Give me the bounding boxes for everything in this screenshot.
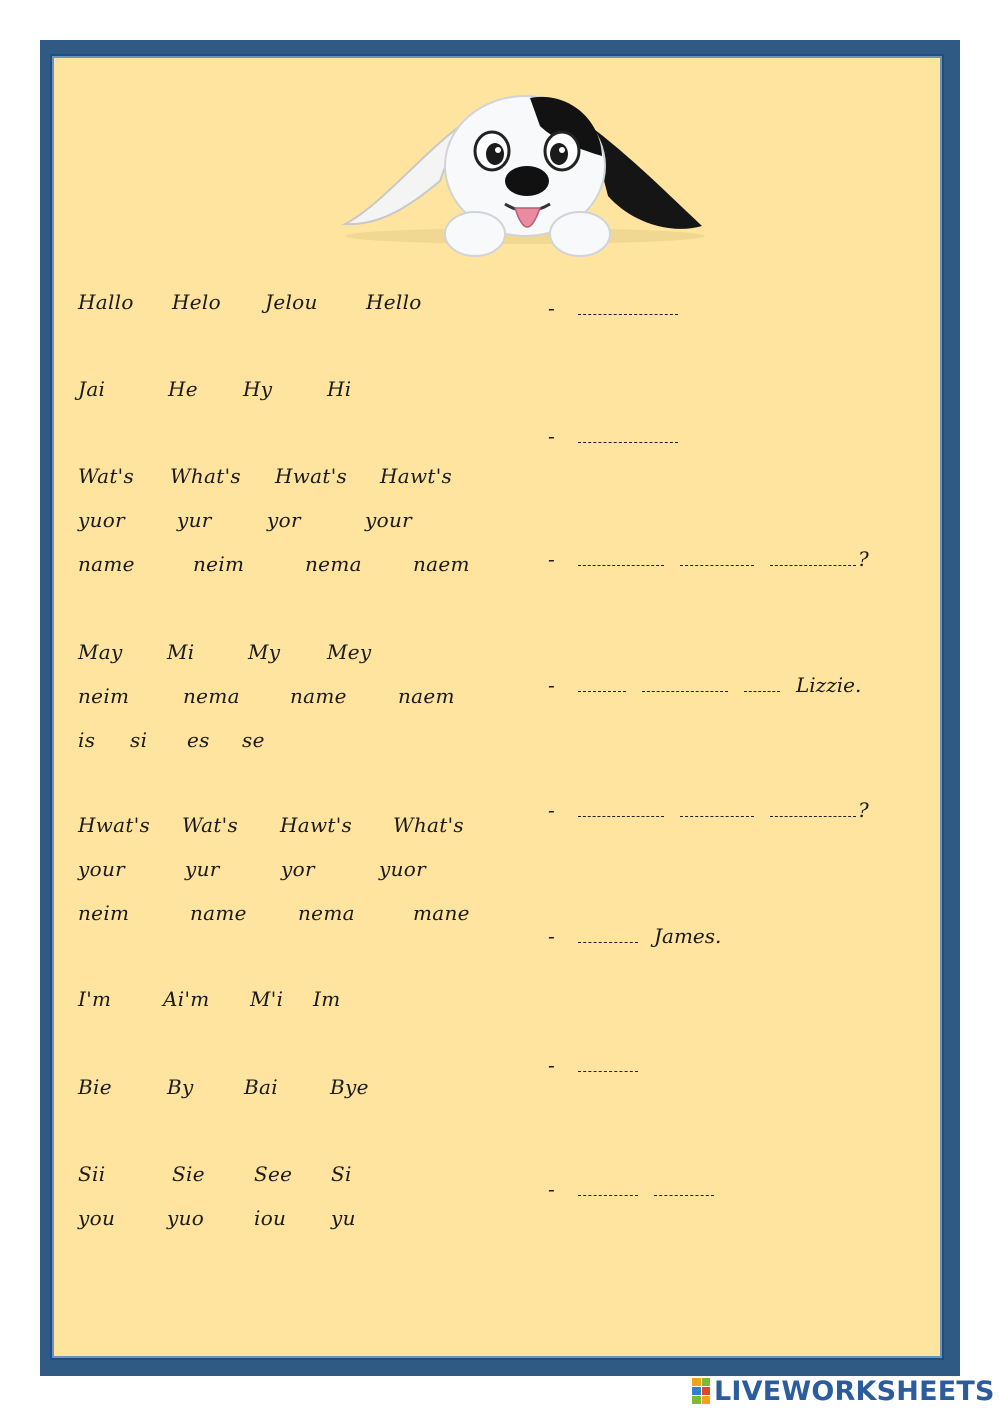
word-option[interactable]: you	[78, 1206, 116, 1230]
word-option[interactable]: Ai'm	[163, 987, 210, 1011]
word-option[interactable]: iou	[254, 1206, 287, 1230]
word-option[interactable]: Hwat's	[275, 464, 348, 488]
answer-blank[interactable]	[744, 677, 780, 692]
word-option[interactable]: si	[130, 728, 148, 752]
answer-blank[interactable]	[578, 428, 678, 443]
answer-blank[interactable]	[770, 802, 856, 817]
answer-blank[interactable]	[578, 300, 678, 315]
word-option[interactable]: Mey	[327, 640, 372, 664]
word-option[interactable]: name	[190, 901, 247, 925]
word-option[interactable]: nema	[298, 901, 355, 925]
answer-line	[548, 924, 721, 948]
word-option[interactable]: Bye	[330, 1075, 369, 1099]
word-option[interactable]: Im	[313, 987, 341, 1011]
word-option[interactable]: neim	[193, 552, 245, 576]
answer-blank[interactable]	[578, 1181, 638, 1196]
answer-suffix: Lizzie.	[796, 673, 862, 697]
word-option[interactable]: Mi	[167, 640, 195, 664]
answer-line	[548, 798, 869, 822]
answer-blank[interactable]	[680, 551, 754, 566]
answer-blank[interactable]	[770, 551, 856, 566]
word-option[interactable]: Bie	[78, 1075, 112, 1099]
puppy-illustration	[340, 86, 710, 266]
answer-blank[interactable]	[654, 1181, 714, 1196]
answer-dash: -	[548, 424, 555, 448]
word-option[interactable]: es	[187, 728, 210, 752]
word-option[interactable]: yuo	[167, 1206, 205, 1230]
answer-line	[548, 547, 869, 571]
word-option[interactable]: Helo	[172, 290, 221, 314]
word-option[interactable]: yor	[267, 508, 301, 532]
word-option[interactable]: Hello	[366, 290, 422, 314]
answer-dash: -	[548, 1177, 555, 1201]
word-option[interactable]: Hawt's	[380, 464, 453, 488]
word-option[interactable]: yur	[185, 857, 220, 881]
answer-line	[548, 424, 694, 448]
word-option[interactable]: Jai	[78, 377, 106, 401]
answer-dash: -	[548, 547, 555, 571]
answer-line	[548, 673, 861, 697]
word-option[interactable]: My	[248, 640, 281, 664]
word-option[interactable]: Hwat's	[78, 813, 151, 837]
answer-suffix: James.	[654, 924, 722, 948]
word-option[interactable]: your	[365, 508, 412, 532]
word-option[interactable]: See	[254, 1162, 293, 1186]
word-option[interactable]: By	[167, 1075, 194, 1099]
word-option[interactable]: naem	[413, 552, 470, 576]
word-option[interactable]: What's	[170, 464, 241, 488]
word-option[interactable]: Hawt's	[280, 813, 353, 837]
word-option[interactable]: Wat's	[182, 813, 239, 837]
word-option[interactable]: Hallo	[78, 290, 134, 314]
word-option[interactable]: is	[78, 728, 96, 752]
word-option[interactable]: nema	[183, 684, 240, 708]
answer-dash: -	[548, 924, 555, 948]
word-option[interactable]: yur	[177, 508, 212, 532]
word-option[interactable]: name	[290, 684, 347, 708]
answer-dash: -	[548, 798, 555, 822]
answer-blank[interactable]	[578, 802, 664, 817]
word-option[interactable]: neim	[78, 901, 130, 925]
word-option[interactable]: yu	[331, 1206, 356, 1230]
answer-dash: -	[548, 296, 555, 320]
answer-line	[548, 296, 694, 320]
word-option[interactable]: Hi	[327, 377, 352, 401]
word-option[interactable]: M'i	[250, 987, 284, 1011]
word-option[interactable]: your	[78, 857, 125, 881]
word-option[interactable]: Wat's	[78, 464, 135, 488]
answer-blank[interactable]	[680, 802, 754, 817]
word-option[interactable]: yuor	[379, 857, 426, 881]
word-option[interactable]: naem	[398, 684, 455, 708]
word-option[interactable]: se	[242, 728, 265, 752]
word-option[interactable]: Si	[331, 1162, 352, 1186]
logo-text: LIVEWORKSHEETS	[714, 1375, 995, 1407]
answer-suffix: ?	[858, 547, 869, 571]
liveworksheets-logo	[692, 1376, 995, 1406]
answer-dash: -	[548, 1053, 555, 1077]
word-option[interactable]: yor	[281, 857, 315, 881]
answer-line	[548, 1053, 654, 1077]
answer-blank[interactable]	[578, 551, 664, 566]
answer-blank[interactable]	[578, 1057, 638, 1072]
word-option[interactable]: Sie	[172, 1162, 205, 1186]
word-option[interactable]: He	[168, 377, 198, 401]
word-option[interactable]: yuor	[78, 508, 125, 532]
answer-blank[interactable]	[578, 677, 626, 692]
liveworksheets-logo-icon	[692, 1378, 710, 1404]
word-option[interactable]: May	[78, 640, 123, 664]
word-option[interactable]: name	[78, 552, 135, 576]
word-option[interactable]: What's	[393, 813, 464, 837]
answer-line	[548, 1177, 730, 1201]
answer-suffix: ?	[858, 798, 869, 822]
answer-dash: -	[548, 673, 555, 697]
word-option[interactable]: Jelou	[265, 290, 318, 314]
word-option[interactable]: Bai	[244, 1075, 278, 1099]
word-option[interactable]: Hy	[243, 377, 273, 401]
answer-blank[interactable]	[642, 677, 728, 692]
word-option[interactable]: Sii	[78, 1162, 106, 1186]
answer-blank[interactable]	[578, 928, 638, 943]
word-option[interactable]: I'm	[78, 987, 112, 1011]
word-option[interactable]: nema	[305, 552, 362, 576]
word-option[interactable]: neim	[78, 684, 130, 708]
word-option[interactable]: mane	[413, 901, 470, 925]
